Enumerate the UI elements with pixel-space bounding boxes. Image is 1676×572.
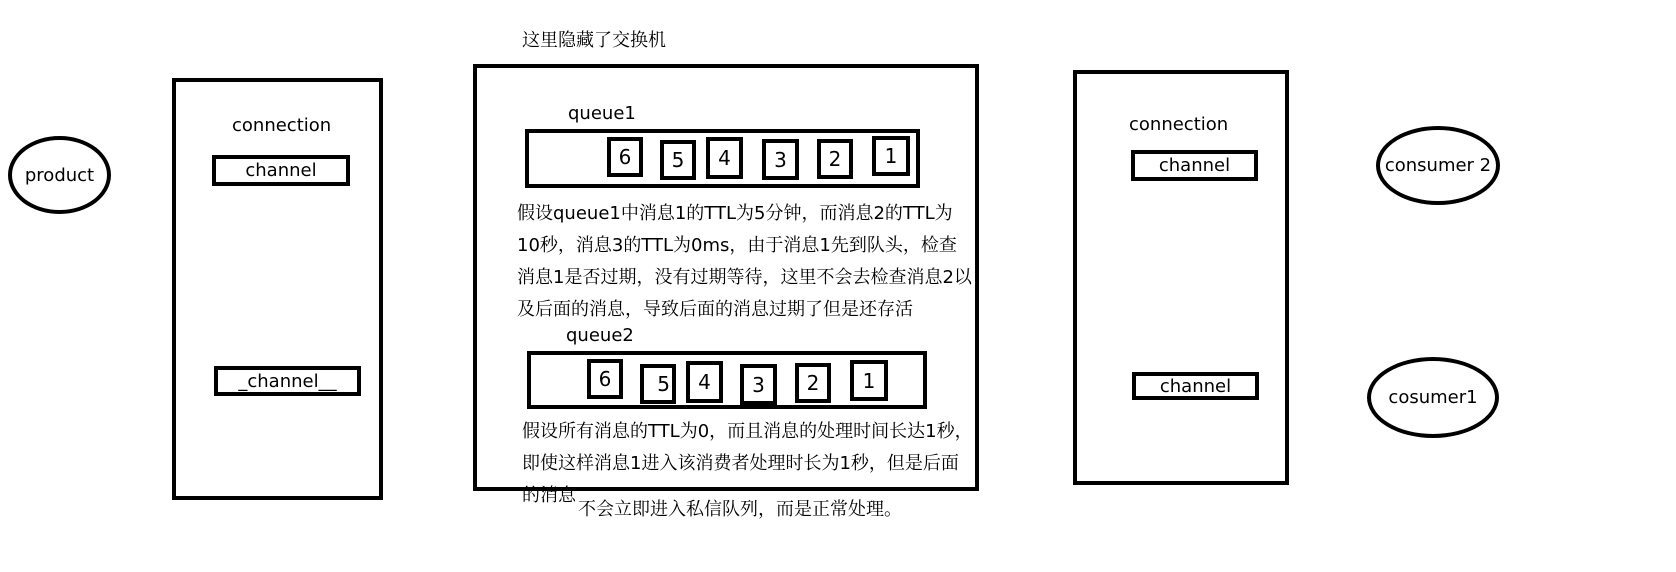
queue1-message: 1 xyxy=(872,136,910,176)
queue1-message: 5 xyxy=(660,140,696,180)
producer-node xyxy=(8,136,111,214)
queue2-note: 假设所有消息的TTL为0，而且消息的处理时间长达1秒， 即使这样消息1进入该消费者处理时长为1秒，但是后面 的消息 xyxy=(522,421,973,506)
queue2-message: 6 xyxy=(587,359,623,399)
right-channel-bottom xyxy=(1132,372,1259,400)
left-channel-bottom-label: _channel__ xyxy=(238,370,337,392)
queue2-message: 2 xyxy=(795,363,831,403)
left-connection-title: connection xyxy=(232,115,332,136)
right-channel-top-label: channel xyxy=(1158,155,1231,176)
queue2-message: 4 xyxy=(686,361,723,403)
queue1-message: 3 xyxy=(762,139,799,180)
queue1-note: 假设queue1中消息1的TTL为5分钟，而消息2的TTL为 10秒，消息3的TTL为0ms，由于消息1先到队头，检查 消息1是否过期，没有过期等待，这里不会去检查消息2以 及后面的消息，导致后面的消息过期了但是还存活 xyxy=(517,203,972,320)
right-channel-top xyxy=(1131,150,1258,181)
consumer2-label: consumer 2 xyxy=(1384,155,1492,176)
consumer2-node xyxy=(1376,126,1500,205)
consumer1-node xyxy=(1367,357,1499,438)
queue2-note-tail: 不会立即进入私信队列，而是正常处理。 xyxy=(578,499,902,520)
queue1-message: 2 xyxy=(817,139,853,179)
queue1-message: 4 xyxy=(706,137,743,179)
queue1-label: queue1 xyxy=(568,103,636,124)
exchange-note: 这里隐藏了交换机 xyxy=(522,30,666,51)
queue2-label: queue2 xyxy=(566,325,634,346)
left-connection-box xyxy=(172,78,383,500)
queue2-message: 1 xyxy=(850,360,888,401)
left-channel-top-label: channel xyxy=(245,160,317,181)
right-connection-title: connection xyxy=(1129,114,1229,135)
consumer1-label: cosumer1 xyxy=(1388,387,1478,408)
right-channel-bottom-label: channel xyxy=(1159,375,1232,397)
left-channel-top xyxy=(212,155,350,186)
queue1-message: 6 xyxy=(607,137,643,177)
left-channel-bottom xyxy=(214,366,361,396)
queue2-message: 5 xyxy=(640,364,676,404)
producer-label: product xyxy=(24,164,95,186)
queue2-message: 3 xyxy=(740,364,777,405)
